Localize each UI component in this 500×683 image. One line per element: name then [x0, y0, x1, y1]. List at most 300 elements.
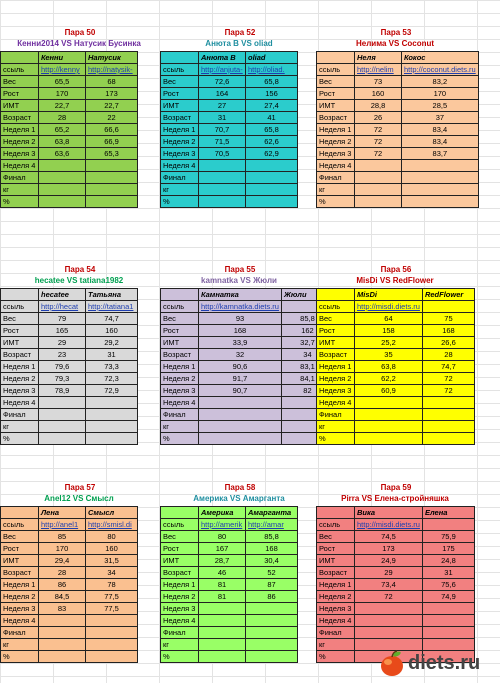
row-label: [161, 289, 199, 301]
table-row: [1, 615, 138, 627]
table-row: [317, 184, 479, 196]
table-row: [1, 567, 138, 579]
row-label: Рост: [1, 88, 39, 100]
row-label: кг: [161, 421, 199, 433]
value-cell: 79: [39, 313, 86, 325]
row-label: кг: [1, 421, 39, 433]
row-label: %: [161, 196, 199, 208]
table-row: [161, 301, 334, 313]
row-label: %: [317, 651, 355, 663]
empty-cell: [39, 172, 86, 184]
table-row: [317, 64, 479, 76]
row-label: Неделя 1: [317, 361, 355, 373]
value-cell: 72: [355, 148, 402, 160]
empty-cell: [86, 184, 138, 196]
value-cell: 22,7: [86, 100, 138, 112]
row-label: Вес: [161, 76, 199, 88]
row-label: Рост: [1, 325, 39, 337]
value-cell: 77,5: [86, 603, 138, 615]
pair-number: Пара 55: [224, 265, 256, 274]
table-row: [161, 579, 298, 591]
row-label: Неделя 4: [161, 397, 199, 409]
empty-cell: [199, 627, 246, 639]
value-cell: 86: [246, 591, 298, 603]
profile-link[interactable]: http://nelim: [355, 64, 402, 76]
table-row: [317, 313, 475, 325]
pair-number: Пара 54: [64, 265, 96, 274]
table-row: [317, 52, 479, 64]
row-label: Рост: [161, 88, 199, 100]
empty-cell: [402, 184, 479, 196]
value-cell: 170: [39, 88, 86, 100]
value-cell: 90,7: [199, 385, 282, 397]
value-cell: 25,2: [355, 337, 423, 349]
pair-vs-title: hecatee VS tatiana1982: [34, 276, 124, 285]
row-label: кг: [317, 184, 355, 196]
value-cell: 32,7: [281, 337, 333, 349]
table-row: [1, 325, 138, 337]
value-cell: 93: [199, 313, 282, 325]
value-cell: 26,6: [422, 337, 474, 349]
empty-cell: [199, 160, 246, 172]
empty-cell: [402, 196, 479, 208]
table-row: [161, 148, 298, 160]
profile-link[interactable]: http://tatiana1: [86, 301, 138, 313]
table-row: [317, 373, 475, 385]
row-label: Неделя 3: [1, 385, 39, 397]
table-row: [317, 76, 479, 88]
participant-name: Америка: [199, 507, 246, 519]
row-label: Неделя 3: [161, 148, 199, 160]
row-label: %: [161, 433, 199, 445]
value-cell: 23: [39, 349, 86, 361]
empty-cell: [199, 615, 246, 627]
diets-logo[interactable]: [378, 646, 498, 680]
pair-vs-title: Нелима VS Coconut: [355, 39, 435, 48]
pair-vs-title: Pirra VS Елена-стройняшка: [341, 494, 449, 503]
row-label: Неделя 4: [1, 397, 39, 409]
row-label: Вес: [317, 531, 355, 543]
table-row: [317, 196, 479, 208]
table-row: [1, 160, 138, 172]
pair-number: Пара 50: [64, 28, 96, 37]
row-label: Неделя 3: [161, 385, 199, 397]
table-row: [161, 112, 298, 124]
table-row: [317, 519, 475, 531]
table-row: [317, 124, 479, 136]
row-label: %: [317, 433, 355, 445]
table-row: [161, 124, 298, 136]
row-label: [317, 52, 355, 64]
profile-link[interactable]: http://misdi.diets.ru: [355, 519, 423, 531]
row-label: кг: [161, 184, 199, 196]
table-row: [317, 172, 479, 184]
value-cell: 79,3: [39, 373, 86, 385]
value-cell: 77,5: [86, 591, 138, 603]
row-label: Возраст: [1, 567, 39, 579]
value-cell: 83,4: [402, 124, 479, 136]
row-label: %: [1, 196, 39, 208]
row-label: ИМТ: [317, 337, 355, 349]
table-row: [1, 124, 138, 136]
participant-name: Натусик: [86, 52, 138, 64]
table-row: [317, 361, 475, 373]
row-label: Финал: [317, 627, 355, 639]
participant-name: Смысл: [86, 507, 138, 519]
value-cell: 62,2: [355, 373, 423, 385]
row-label: Неделя 1: [1, 124, 39, 136]
empty-cell: [246, 172, 298, 184]
value-cell: 160: [86, 325, 138, 337]
row-label: Неделя 3: [1, 148, 39, 160]
value-cell: 72: [422, 385, 474, 397]
row-label: Финал: [161, 172, 199, 184]
profile-link[interactable]: http://coconut.diets.ru: [402, 64, 479, 76]
pair-vs-title: kamnatka VS Жюли: [201, 276, 277, 285]
participant-name: hecatee: [39, 289, 86, 301]
value-cell: 30,4: [246, 555, 298, 567]
empty-cell: [355, 160, 402, 172]
row-label: Неделя 1: [161, 579, 199, 591]
empty-cell: [39, 627, 86, 639]
table-row: [161, 543, 298, 555]
row-label: Финал: [1, 409, 39, 421]
table-row: [161, 361, 334, 373]
value-cell: 74,7: [422, 361, 474, 373]
table-row: [1, 507, 138, 519]
pair-number: Пара 52: [224, 28, 256, 37]
empty-cell: [355, 627, 423, 639]
table-row: [161, 313, 334, 325]
empty-cell: [246, 627, 298, 639]
value-cell: 31: [422, 567, 474, 579]
profile-link[interactable]: [422, 301, 474, 313]
participant-name: Кокос: [402, 52, 479, 64]
value-cell: 29,4: [39, 555, 86, 567]
table-row: [317, 112, 479, 124]
value-cell: 29: [39, 337, 86, 349]
table-row: [161, 591, 298, 603]
pair-number: Пара 56: [380, 265, 412, 274]
value-cell: 65,3: [86, 148, 138, 160]
empty-cell: [86, 615, 138, 627]
empty-cell: [355, 184, 402, 196]
value-cell: 83,2: [402, 76, 479, 88]
row-label: ИМТ: [161, 555, 199, 567]
value-cell: 60,9: [355, 385, 423, 397]
apple-icon: [378, 649, 406, 677]
value-cell: 72,9: [86, 385, 138, 397]
value-cell: 26: [355, 112, 402, 124]
value-cell: 173: [86, 88, 138, 100]
row-label: Вес: [161, 313, 199, 325]
table-row: [161, 373, 334, 385]
table-row: [1, 627, 138, 639]
table-row: [1, 591, 138, 603]
table-row: [1, 337, 138, 349]
empty-cell: [402, 160, 479, 172]
table-row: [1, 184, 138, 196]
value-cell: 86: [39, 579, 86, 591]
row-label: кг: [161, 639, 199, 651]
table-row: [1, 100, 138, 112]
empty-cell: [246, 615, 298, 627]
value-cell: 75: [422, 313, 474, 325]
value-cell: 24,9: [355, 555, 423, 567]
table-row: [317, 591, 475, 603]
value-cell: 168: [422, 325, 474, 337]
empty-cell: [86, 627, 138, 639]
value-cell: 75,6: [422, 579, 474, 591]
table-row: [317, 349, 475, 361]
value-cell: 28: [422, 349, 474, 361]
profile-link[interactable]: http://hecat: [39, 301, 86, 313]
table-row: [1, 88, 138, 100]
row-label: Неделя 4: [1, 160, 39, 172]
row-label: ссыль: [161, 519, 199, 531]
row-label: Неделя 3: [161, 603, 199, 615]
profile-link[interactable]: [422, 519, 474, 531]
value-cell: 29: [355, 567, 423, 579]
value-cell: 70,5: [199, 148, 246, 160]
row-label: Вес: [317, 76, 355, 88]
value-cell: 29,2: [86, 337, 138, 349]
table-row: [1, 112, 138, 124]
table-row: [161, 52, 298, 64]
profile-link[interactable]: http://misdi.diets.ru: [355, 301, 423, 313]
value-cell: 85,8: [281, 313, 333, 325]
table-row: [1, 373, 138, 385]
table-row: [161, 651, 298, 663]
table-row: [317, 409, 475, 421]
value-cell: 175: [422, 543, 474, 555]
value-cell: 72,6: [199, 76, 246, 88]
participant-name: Кенни: [39, 52, 86, 64]
empty-cell: [39, 639, 86, 651]
value-cell: 24,8: [422, 555, 474, 567]
pair-number: Пара 53: [380, 28, 412, 37]
value-cell: 34: [86, 567, 138, 579]
row-label: Неделя 1: [161, 124, 199, 136]
row-label: ИМТ: [317, 555, 355, 567]
pair-table: [316, 288, 475, 445]
value-cell: 35: [355, 349, 423, 361]
logo-text: diets.ru: [408, 651, 481, 674]
empty-cell: [39, 615, 86, 627]
table-row: [1, 361, 138, 373]
row-label: Возраст: [1, 349, 39, 361]
table-row: [317, 555, 475, 567]
row-label: Неделя 2: [1, 136, 39, 148]
profile-link[interactable]: http://oliad.: [246, 64, 298, 76]
profile-link[interactable]: http://anjuta-: [199, 64, 246, 76]
row-label: Неделя 4: [317, 160, 355, 172]
table-row: [317, 148, 479, 160]
value-cell: 170: [402, 88, 479, 100]
value-cell: 170: [39, 543, 86, 555]
value-cell: 28,5: [402, 100, 479, 112]
profile-link[interactable]: http://amar: [246, 519, 298, 531]
value-cell: 72: [422, 373, 474, 385]
row-label: ссыль: [317, 64, 355, 76]
value-cell: [422, 603, 474, 615]
value-cell: 78: [86, 579, 138, 591]
table-row: [1, 639, 138, 651]
empty-cell: [422, 627, 474, 639]
value-cell: 27: [199, 100, 246, 112]
value-cell: 33,9: [199, 337, 282, 349]
empty-cell: [199, 651, 246, 663]
empty-cell: [199, 409, 282, 421]
value-cell: 63,8: [355, 361, 423, 373]
profile-link[interactable]: http://amerik: [199, 519, 246, 531]
row-label: Неделя 2: [1, 591, 39, 603]
value-cell: 83,4: [402, 136, 479, 148]
empty-cell: [86, 639, 138, 651]
row-label: Рост: [161, 325, 199, 337]
value-cell: 41: [246, 112, 298, 124]
value-cell: 85,8: [246, 531, 298, 543]
value-cell: 87: [246, 579, 298, 591]
pair-vs-title: MisDi VS RedFlower: [356, 276, 434, 285]
value-cell: 162: [281, 325, 333, 337]
participant-name: Амарганта: [246, 507, 298, 519]
row-label: Рост: [161, 543, 199, 555]
value-cell: 22,7: [39, 100, 86, 112]
profile-link[interactable]: http://smisl.di: [86, 519, 138, 531]
row-label: Возраст: [161, 349, 199, 361]
pair-number: Пара 58: [224, 483, 256, 492]
table-row: [1, 543, 138, 555]
row-label: [317, 289, 355, 301]
row-label: Неделя 2: [1, 373, 39, 385]
value-cell: 64: [355, 313, 423, 325]
table-row: [317, 289, 475, 301]
empty-cell: [246, 651, 298, 663]
table-row: [161, 519, 298, 531]
participant-name: Вика: [355, 507, 423, 519]
table-row: [1, 196, 138, 208]
table-row: [161, 64, 298, 76]
row-label: %: [1, 651, 39, 663]
empty-cell: [199, 172, 246, 184]
table-row: [317, 579, 475, 591]
row-label: Неделя 4: [317, 397, 355, 409]
pair-table: [316, 506, 475, 663]
row-label: Вес: [1, 76, 39, 88]
empty-cell: [355, 397, 423, 409]
table-row: [161, 136, 298, 148]
pair-table: [160, 506, 298, 663]
table-row: [1, 349, 138, 361]
value-cell: 28: [39, 567, 86, 579]
pair-vs-title: Анюта В VS oliad: [205, 39, 273, 48]
pair-number: Пара 59: [380, 483, 412, 492]
empty-cell: [355, 196, 402, 208]
value-cell: 160: [355, 88, 402, 100]
empty-cell: [246, 196, 298, 208]
profile-link[interactable]: http://kenny: [39, 64, 86, 76]
table-row: [1, 603, 138, 615]
table-row: [1, 313, 138, 325]
row-label: Вес: [1, 531, 39, 543]
table-row: [161, 385, 334, 397]
row-label: Финал: [1, 172, 39, 184]
table-row: [1, 421, 138, 433]
value-cell: 37: [402, 112, 479, 124]
value-cell: 156: [246, 88, 298, 100]
value-cell: 75,9: [422, 531, 474, 543]
row-label: Неделя 1: [317, 579, 355, 591]
row-label: кг: [1, 184, 39, 196]
participant-name: MisDi: [355, 289, 423, 301]
row-label: ссыль: [1, 64, 39, 76]
table-row: [161, 76, 298, 88]
participant-name: Анюта В: [199, 52, 246, 64]
profile-link[interactable]: http://natysik-: [86, 64, 138, 76]
row-label: Неделя 1: [1, 579, 39, 591]
row-label: %: [1, 433, 39, 445]
empty-cell: [246, 160, 298, 172]
value-cell: 72: [355, 124, 402, 136]
participant-name: Елена: [422, 507, 474, 519]
value-cell: 68: [86, 76, 138, 88]
row-label: %: [317, 196, 355, 208]
table-row: [1, 555, 138, 567]
table-row: [317, 160, 479, 172]
table-row: [317, 507, 475, 519]
profile-link[interactable]: http://kamnatka.diets.ru: [199, 301, 282, 313]
value-cell: 84,5: [39, 591, 86, 603]
row-label: [1, 52, 39, 64]
profile-link[interactable]: http://anel1: [39, 519, 86, 531]
participant-name: Камнатка: [199, 289, 282, 301]
empty-cell: [199, 639, 246, 651]
table-row: [161, 421, 334, 433]
row-label: [161, 507, 199, 519]
value-cell: 91,7: [199, 373, 282, 385]
value-cell: 31: [199, 112, 246, 124]
row-label: Вес: [1, 313, 39, 325]
table-row: [161, 627, 298, 639]
value-cell: 71,5: [199, 136, 246, 148]
participant-name: Жюли: [281, 289, 333, 301]
value-cell: 81: [199, 579, 246, 591]
table-row: [317, 88, 479, 100]
table-row: [161, 409, 334, 421]
value-cell: 34: [281, 349, 333, 361]
row-label: Неделя 3: [317, 385, 355, 397]
empty-cell: [355, 615, 423, 627]
empty-cell: [422, 615, 474, 627]
row-label: кг: [317, 639, 355, 651]
table-row: [161, 349, 334, 361]
row-label: [1, 507, 39, 519]
empty-cell: [355, 409, 423, 421]
pair-table: [0, 506, 138, 663]
table-row: [1, 531, 138, 543]
table-row: [317, 397, 475, 409]
row-label: Неделя 2: [317, 591, 355, 603]
empty-cell: [86, 196, 138, 208]
table-row: [161, 184, 298, 196]
row-label: Неделя 3: [317, 148, 355, 160]
row-label: Неделя 2: [161, 591, 199, 603]
empty-cell: [246, 639, 298, 651]
row-label: Неделя 4: [317, 615, 355, 627]
row-label: ИМТ: [1, 555, 39, 567]
row-label: ссыль: [1, 519, 39, 531]
